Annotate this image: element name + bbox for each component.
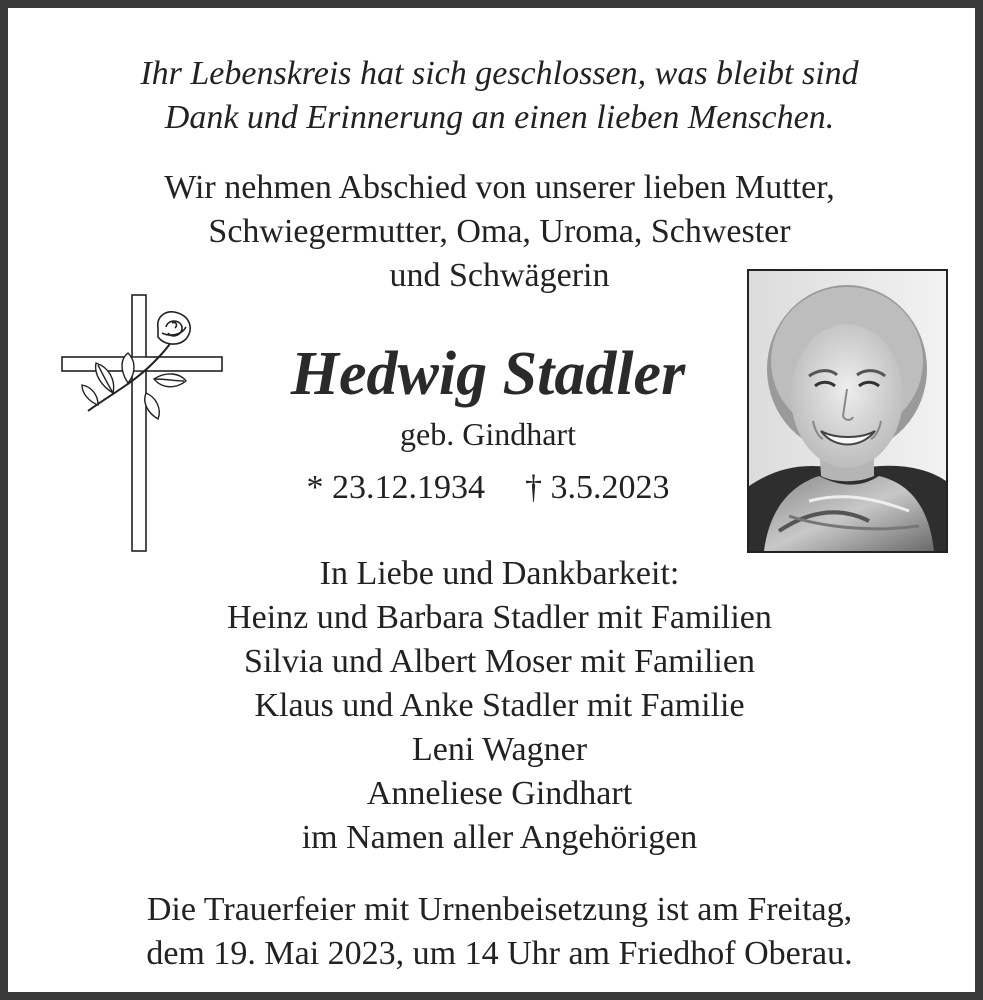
mourner-line: Heinz und Barbara Stadler mit Familien <box>227 599 772 636</box>
mourner-line: Silvia und Albert Moser mit Familien <box>244 643 755 680</box>
deceased-name: Hedwig Stadler <box>290 340 686 408</box>
intro-line-3: und Schwägerin <box>389 257 610 294</box>
intro-line-1: Wir nehmen Abschied von unserer lieben Mutter, <box>164 169 835 206</box>
mourner-line: Leni Wagner <box>411 731 588 768</box>
portrait-photo <box>747 269 948 553</box>
mourner-line: Klaus und Anke Stadler mit Familie <box>254 687 745 724</box>
funeral-notice <box>8 888 983 976</box>
motto-line-2: Dank und Erinnerung an einen lieben Menschen. <box>164 99 835 136</box>
life-dates <box>178 466 798 510</box>
mourners-list <box>8 552 983 860</box>
mourner-line: im Namen aller Angehörigen <box>301 819 698 856</box>
mourner-line: Anneliese Gindhart <box>366 775 633 812</box>
ceremony-line-1: Die Trauerfeier mit Urnenbeisetzung ist am Freitag, <box>146 891 853 928</box>
mourners-heading: In Liebe und Dankbarkeit: <box>319 555 680 592</box>
maiden-name: geb. Gindhart <box>400 416 576 452</box>
motto-line-1: Ihr Lebenskreis hat sich geschlossen, was bleibt sind <box>140 55 859 92</box>
ceremony-line-2: dem 19. Mai 2023, um 14 Uhr am Friedhof Oberau. <box>146 935 853 972</box>
motto-text <box>8 52 983 140</box>
birth-date: * 23.12.1934 <box>306 469 485 506</box>
death-date: † 3.5.2023 <box>525 469 670 506</box>
intro-line-2: Schwiegermutter, Oma, Uroma, Schwester <box>208 213 791 250</box>
